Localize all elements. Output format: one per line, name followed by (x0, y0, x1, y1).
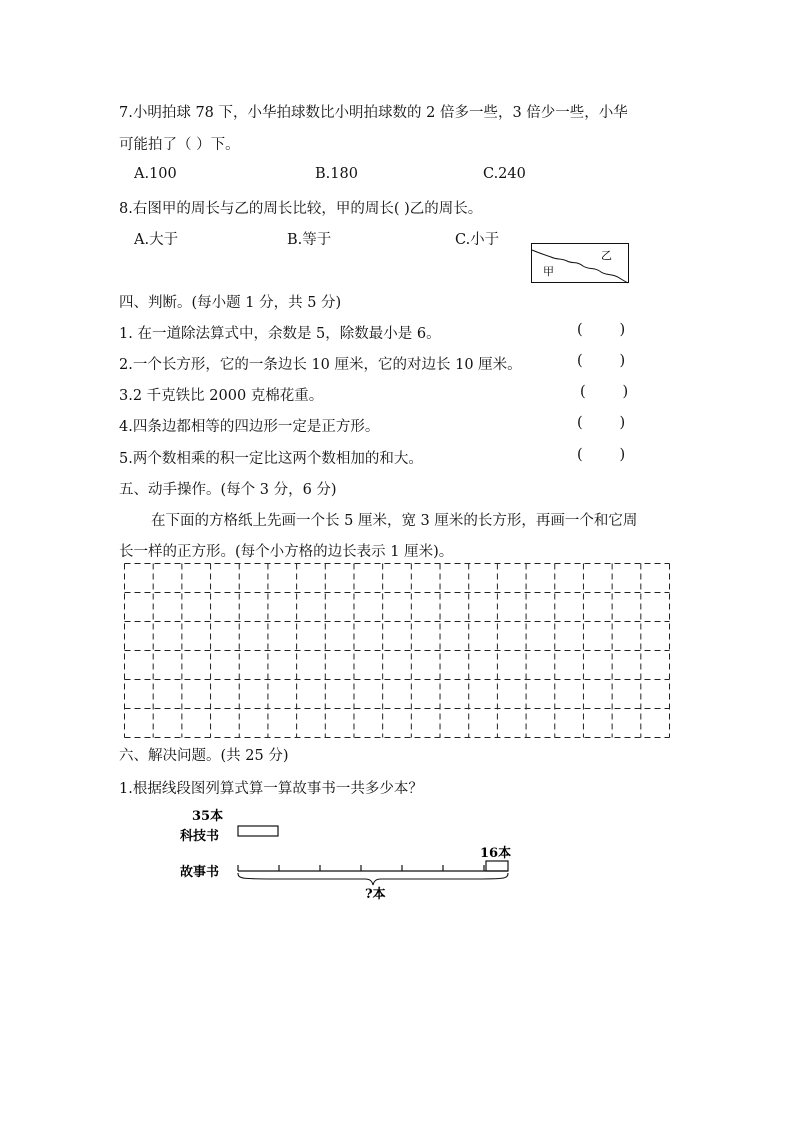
segment-diagram (180, 805, 530, 905)
keji-row-label: 科技书 (180, 829, 220, 844)
judge-blank-2: ( ) (577, 353, 626, 369)
q8-figure (531, 243, 631, 285)
q7-line2: 可能拍了（ ）下。 (119, 137, 240, 153)
keji-segment (238, 826, 278, 836)
judge-blank-1: ( ) (577, 322, 626, 338)
extra-value-label: 16本 (480, 846, 512, 861)
total-brace (238, 873, 508, 885)
q8-text: 8.右图甲的周长与乙的周长比较，甲的周长( )乙的周长。 (119, 201, 483, 217)
extra-16-segment (486, 861, 508, 871)
judge-blank-5: ( ) (577, 447, 626, 463)
gushi-row-label: 故事书 (180, 865, 220, 880)
q8-option-b: B.等于 (287, 232, 332, 248)
q7-option-c: C.240 (483, 166, 526, 182)
q8-option-a: A.大于 (134, 232, 179, 248)
q7-option-a: A.100 (134, 166, 177, 182)
q8-option-c: C.小于 (455, 232, 500, 248)
keji-value-label: 35本 (192, 809, 224, 824)
grid-paper[interactable] (124, 563, 670, 741)
judge-item-1: 1. 在一道除法算式中，余数是 5，除数最小是 6。 (119, 326, 441, 342)
section4-title: 四、判断。(每小题 1 分，共 5 分) (119, 295, 342, 311)
q8-label-yi: 乙 (601, 249, 612, 262)
total-label: ?本 (365, 887, 386, 902)
q7-line1: 7.小明拍球 78 下，小华拍球数比小明拍球数的 2 倍多一些，3 倍少一些，小华 (119, 105, 628, 121)
section5-instruction-line1: 在下面的方格纸上先画一个长 5 厘米，宽 3 厘米的长方形，再画一个和它周 (151, 513, 638, 529)
section6-title: 六、解决问题。(共 25 分) (119, 748, 289, 764)
segment-ticks (238, 865, 484, 871)
q8-label-jia: 甲 (543, 265, 554, 278)
judge-item-2: 2.一个长方形，它的一条边长 10 厘米，它的对边长 10 厘米。 (119, 357, 522, 373)
judge-blank-4: ( ) (577, 415, 626, 431)
section6-q1: 1.根据线段图列算式算一算故事书一共多少本？ (119, 781, 423, 797)
section5-title: 五、动手操作。(每个 3 分，6 分) (119, 482, 337, 498)
section5-instruction-line2: 长一样的正方形。(每个小方格的边长表示 1 厘米)。 (119, 544, 454, 560)
judge-item-3: 3.2 千克铁比 2000 克棉花重。 (119, 388, 324, 404)
q7-option-b: B.180 (315, 166, 358, 182)
judge-item-5: 5.两个数相乘的积一定比这两个数相加的和大。 (119, 451, 423, 467)
judge-blank-3: ( ) (580, 384, 629, 400)
judge-item-4: 4.四条边都相等的四边形一定是正方形。 (119, 419, 380, 435)
